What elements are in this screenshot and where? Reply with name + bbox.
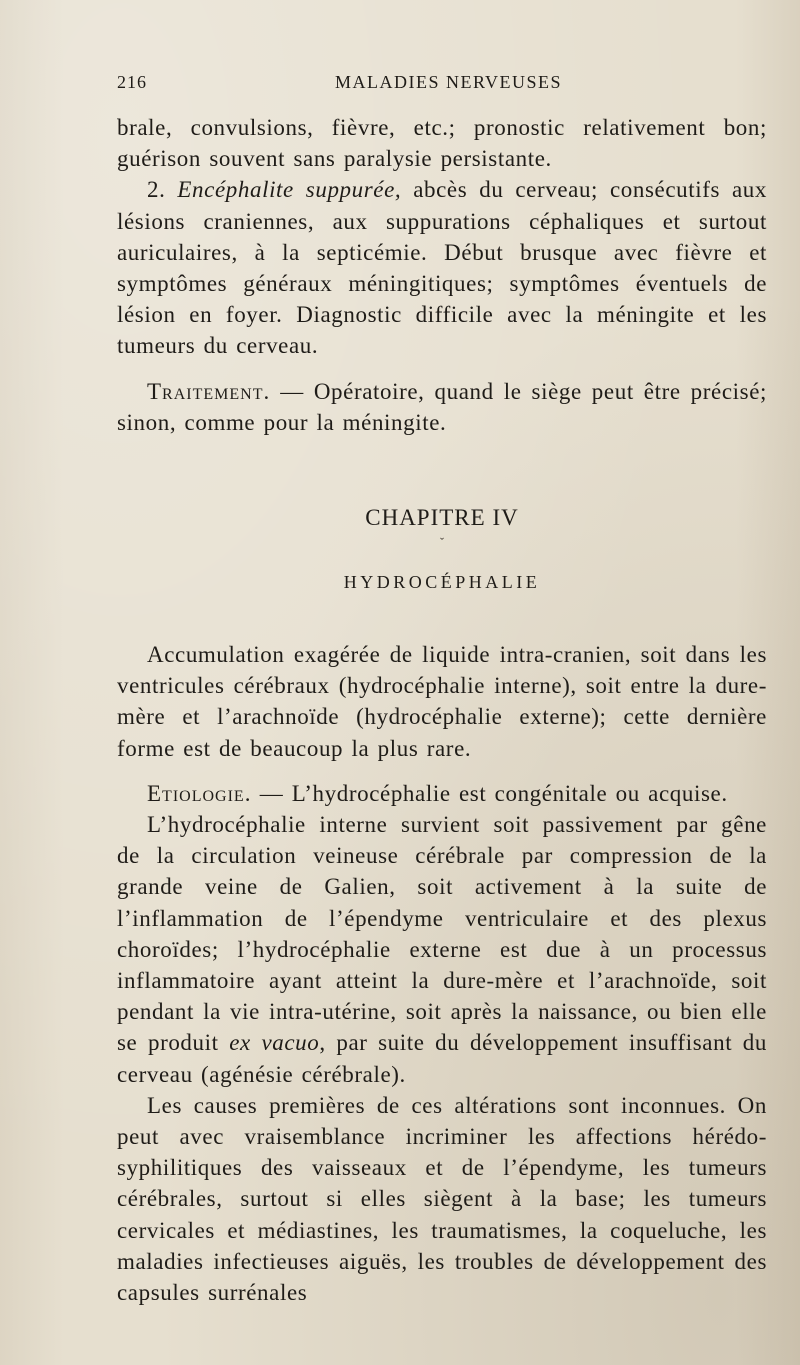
running-title: MALADIES NERVEUSES	[335, 72, 563, 92]
book-page	[117, 62, 767, 1308]
paragraph-hydrocephalie-interne	[117, 809, 767, 1090]
chapter-ornament: ˇ	[440, 535, 444, 550]
term-ex-vacuo: ex vacuo	[229, 1030, 320, 1056]
interne-text-b: , par suite du développement insuffisant du cerveau (agénésie cérébrale).	[117, 1030, 768, 1087]
paragraph-continuation: brale, convulsions, fièvre, etc.; pronostic relativement bon; guérison souvent sans paralysie persistante.	[117, 115, 767, 172]
paragraph-traitement	[117, 376, 767, 438]
text-block-bottom	[117, 639, 767, 1308]
traitement-label: Traitement.	[147, 378, 271, 404]
running-header	[117, 62, 767, 102]
paragraph-gap	[117, 362, 767, 376]
paragraph-gap	[117, 764, 767, 778]
text-block-top	[117, 112, 767, 438]
page-number: 216	[117, 72, 147, 92]
term-encephalite-suppuree: Encéphalite suppurée,	[177, 177, 402, 203]
list-number: 2.	[147, 177, 166, 203]
encephalite-description: abcès du cerveau; consécutifs aux lésions craniennes, aux suppurations céphaliques et surtout auriculaires, à la septicémie. Début brusque avec fièvre et symptômes généraux méningitiques; symptômes éventuels de lésion en foyer. Diagnostic difficile avec la méningite et les tumeurs du cerveau.	[117, 177, 767, 359]
chapter-heading: CHAPITRE IV	[365, 505, 519, 531]
paragraph-encephalite	[117, 174, 767, 361]
paragraph-etiologie	[117, 778, 767, 809]
etiologie-label: Etiologie.	[147, 780, 252, 806]
chapter-title: HYDROCÉPHALIE	[343, 572, 541, 593]
traitement-text: — Opératoire, quand le siège peut être précisé; sinon, comme pour la méningite.	[117, 378, 767, 435]
title-gap	[117, 597, 767, 629]
interne-text-a: L’hydrocéphalie interne survient soit passivement par gêne de la circulation veineuse cérébrale par compression de la grande veine de Galien, soit activement à la suite de l’inflammation de l’épendyme ventriculaire et des plexus choroïdes; l’hydrocéphalie externe est due à un processus inflammatoire ayant atteint la dure-mère et l’arachnoïde, soit pendant la vie intra-utérine, soit après la naissance, ou bien elle se produit	[117, 812, 767, 1056]
etiologie-text: — L’hydrocéphalie est congénitale ou acquise.	[251, 780, 728, 806]
paragraph-definition: Accumulation exagérée de liquide intra-cranien, soit dans les ventricules cérébraux (hydrocéphalie interne), soit entre la dure-mère et l’arachnoïde (hydrocéphalie externe); cette dernière forme est de beaucoup la plus rare.	[117, 642, 767, 761]
paragraph-causes: Les causes premières de ces altérations sont inconnues. On peut avec vraisemblance incriminer les affections hérédo-syphilitiques des vaisseaux et de l’épendyme, les tumeurs cérébrales, surtout si elles siègent à la base; les tumeurs cervicales et médiastines, les traumatismes, la coqueluche, les maladies infectieuses aiguës, les troubles de développement des capsules surrénales	[117, 1092, 767, 1306]
